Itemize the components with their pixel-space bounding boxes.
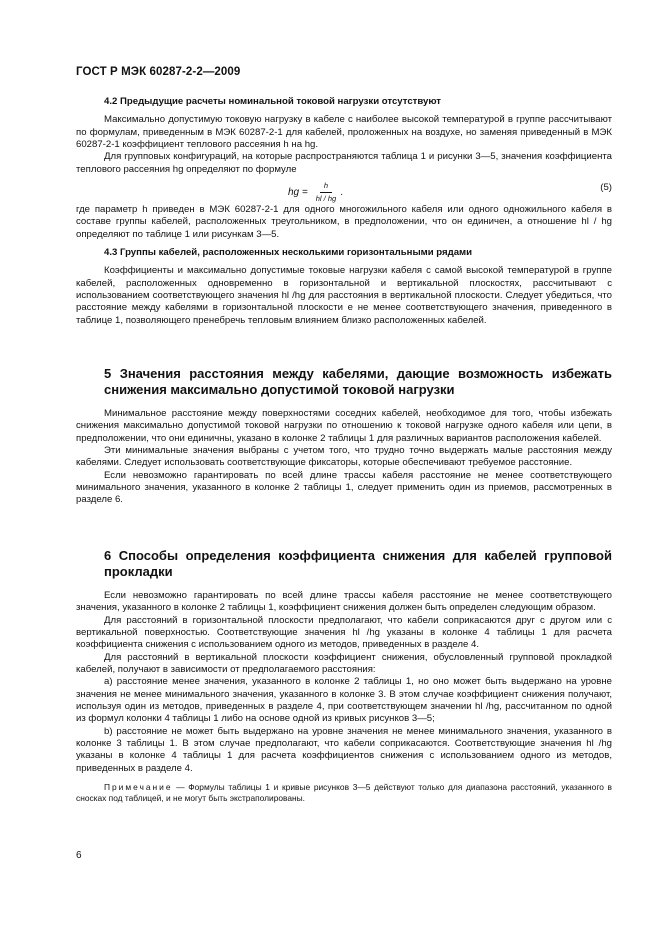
note (76, 782, 612, 804)
note-text: — Формулы таблицы 1 и кривые рисунков 3—5 действуют только для диапазона расстояний, указанного в сносках под таблицей, и не могут быть экстраполированы. (76, 782, 613, 804)
section-6 (76, 548, 612, 804)
formula-denominator: hl / hg (315, 194, 337, 204)
page-number: 6 (76, 850, 82, 861)
chapter-number: 5 (104, 366, 112, 381)
list-item-a: a) расстояние менее значения, указанного в колонке 2 таблицы 1, но оно может быть выдержано на уровне значения не менее минимального значения, указанного в колонке 3. В этом случае коэффициент снижения получают, используя один из методов, приведенных в разделе 4, при соответствующем значении hl /hg, рассчитанном по одной из формул колонки 4 таблицы 1 либо на основе одной из кривых рисунков 3—5; (76, 676, 612, 725)
list-item-b: b) расстояние не может быть выдержано на уровне значения не менее минимального значения, указанного в колонке 3 таблицы 1. В этом случае предполагают, что кабели соприкасаются. Соответствующие значения hl /hg указаны в колонке 4 таблицы 1 для расчета коэффициентов снижения с использованием одного из методов, приведенных в разделе 4. (76, 725, 612, 774)
section-heading: 4.2 Предыдущие расчеты номинальной токовой нагрузки отсутствуют (104, 96, 441, 107)
section-heading: 4.3 Группы кабелей, расположенных несколькими горизонтальными рядами (104, 247, 473, 259)
paragraph: Минимальное расстояние между поверхностями соседних кабелей, необходимое для того, чтобы избежать снижения максимально допустимой токовой нагрузки по отношению к токовой нагрузке одного кабеля или цепи, в предположении, что они единичны, указано в колонке 2 таблицы 1 для различных вариантов расположения кабелей. (76, 408, 612, 444)
formula-numerator: h (320, 180, 332, 193)
paragraph: Коэффициенты и максимально допустимые токовые нагрузки кабеля с самой высокой температурой в группе кабелей, расположенных одновременно в горизонтальной и вертикальной плоскостях, рассчитывают с использованием соответствующего значения hl /hg для расстояния в вертикальной плоскости. Следует убедиться, что расстояние между кабелями в горизонтальной плоскости е не менее соответствующего значения, приведенного в таблице 1, позволяющего пренебречь тепловым влиянием близко расположенных кабелей. (76, 265, 612, 326)
chapter-title: Значения расстояния между кабелями, дающие возможность избежать снижения максимально допустимой токовой нагрузки (104, 366, 612, 397)
chapter-heading (76, 366, 612, 398)
formula-fraction (312, 180, 340, 206)
chapter-heading (76, 548, 612, 580)
chapter-number: 6 (104, 548, 112, 563)
section-5 (76, 366, 612, 507)
paragraph: Эти минимальные значения выбраны с учетом того, что трудно точно выдержать малые расстояния между кабелями. Следует использовать соответствующие фиксаторы, которые обеспечивают требуемое расстояние. (76, 445, 612, 469)
paragraph: где параметр h приведен в МЭК 60287-2-1 для одного многожильного кабеля или одного одножильного кабеля в составе группы кабелей, расположенных треугольником, в предположении, что он единичен, а отношение hl / hg определяют по таблице 1 или рисункам 3—5. (76, 204, 612, 240)
formula-lhs: hg = (288, 186, 308, 198)
formula-tag: (5) (600, 182, 612, 194)
paragraph: Для расстояний в горизонтальной плоскости предполагают, что кабели соприкасаются друг с другом или с вертикальной поверхностью. Соответствующие значения hl /hg указаны в колонке 4 таблицы 1 для расчета коэффициента снижения с использованием одного из методов, приведенных в разделе 4. (76, 614, 612, 651)
chapter-title: Способы определения коэффициента снижения для кабелей групповой прокладки (104, 548, 612, 579)
paragraph: Для расстояний в вертикальной плоскости коэффициент снижения, обусловленный групповой прокладкой кабелей, получают в зависимости от предполагаемого расстояния: (76, 651, 612, 676)
formula-5: hg = $\frac{h}{hl / hg}$ . (5) (76, 176, 612, 204)
document-header: ГОСТ Р МЭК 60287-2-2—2009 (76, 66, 241, 78)
paragraph: Если невозможно гарантировать по всей длине трассы кабеля расстояние не менее соответствующего значения, указанного в колонке 2 таблицы 1, коэффициент снижения должен быть определен следующим образом. (76, 590, 612, 614)
note-label: Примечание (104, 782, 173, 793)
paragraph: Максимально допустимую токовую нагрузку в кабеле с наиболее высокой температурой в группе рассчитывают по формулам, приведенным в МЭК 60287-2-1 для кабелей, проложенных на воздухе, но заменяя приведенный в МЭК 60287-2-1 коэффициент теплового рассеяния h на hg. (76, 114, 612, 151)
section-4-2 (76, 96, 612, 327)
paragraph: Если невозможно гарантировать по всей длине трассы кабеля расстояние не менее соответствующего минимального значения, указанного в колонке 2 таблицы 1, следует применить один из приемов, рассмотренных в разделе 6. (76, 469, 612, 506)
paragraph: Для групповых конфигураций, на которые распространяются таблица 1 и рисунки 3—5, значения коэффициента теплового рассеяния hg определяют по формуле (76, 151, 612, 175)
